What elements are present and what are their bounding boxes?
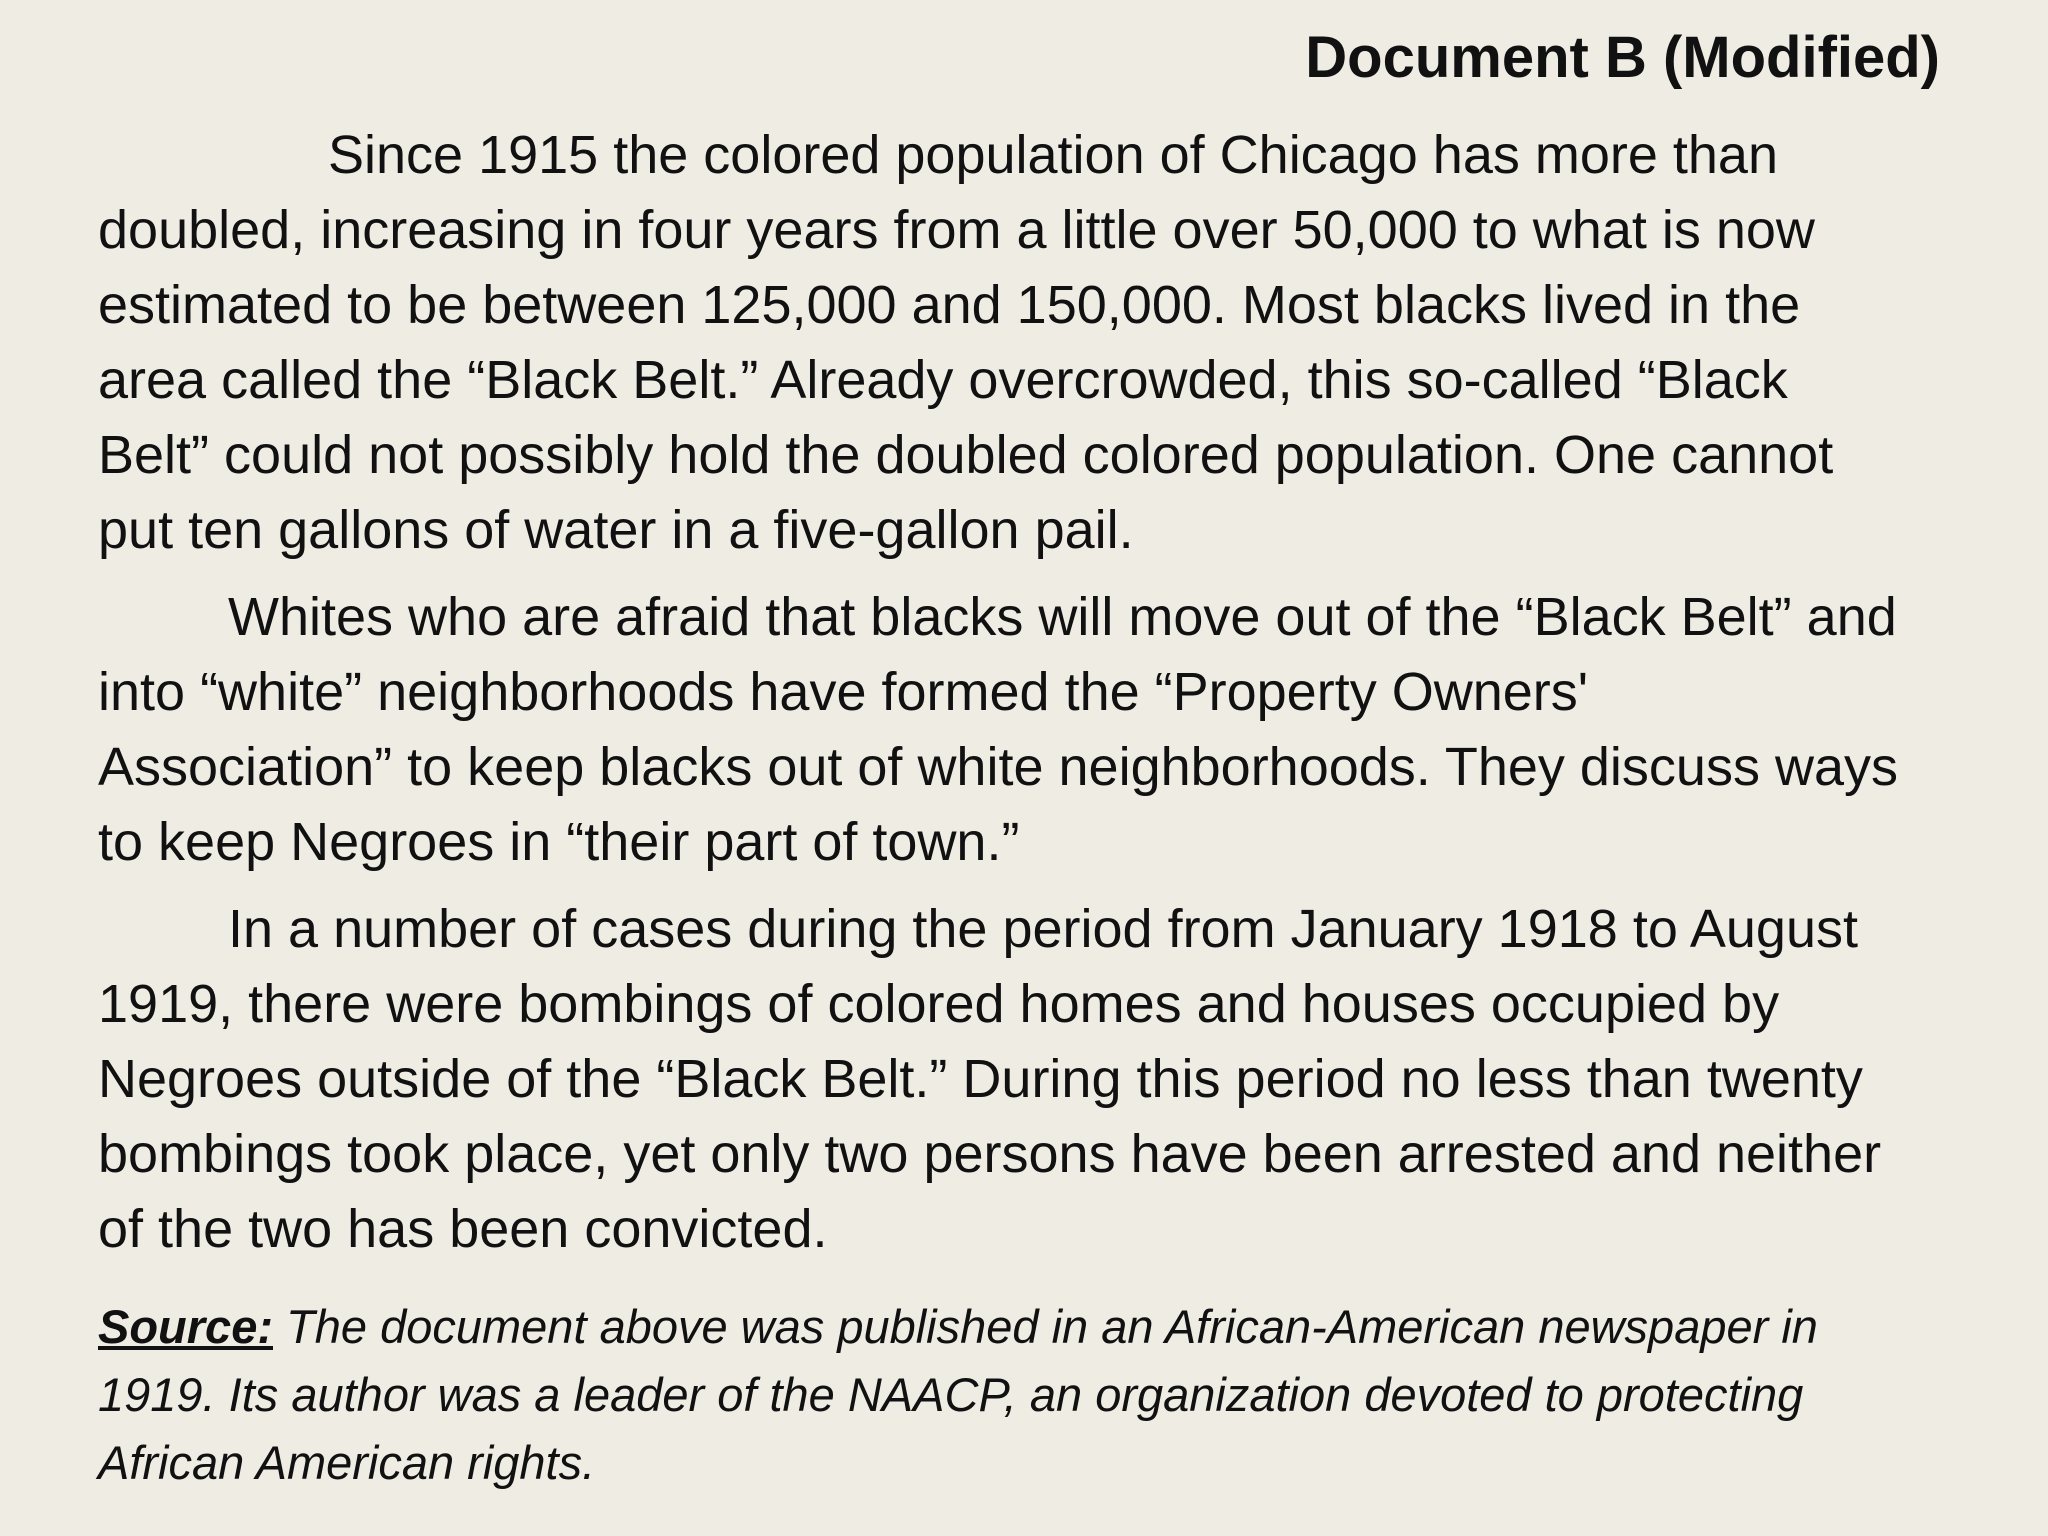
paragraph-3-line-3: Negroes outside of the “Black Belt.” During this period no less than twenty [98,1049,1863,1109]
document-title: Document B (Modified) [1305,25,1940,90]
paragraph-2-line-3: Association” to keep blacks out of white neighborhoods. They discuss ways [98,737,1898,797]
paragraph-2-line-2: into “white” neighborhoods have formed the “Property Owners' [98,662,1589,722]
paragraph-3-line-1: In a number of cases during the period from January 1918 to August [228,899,1858,959]
paragraph-1 [98,118,2028,568]
source-line-1 [98,1293,2028,1361]
paragraph-3 [98,892,2028,1267]
paragraph-1-line-4: area called the “Black Belt.” Already overcrowded, this so-called “Black [98,350,1788,410]
source-line-3: African American rights. [98,1436,596,1489]
source-label: Source: [98,1300,273,1353]
paragraph-1-line-6: put ten gallons of water in a five-gallon pail. [98,500,1134,560]
paragraph-1-line-1: Since 1915 the colored population of Chicago has more than [328,125,1778,185]
paragraph-1-line-5: Belt” could not possibly hold the doubled colored population. One cannot [98,425,1834,485]
paragraph-3-line-2: 1919, there were bombings of colored homes and houses occupied by [98,974,1780,1034]
source-line-1-text: The document above was published in an African-American newspaper in [273,1300,1818,1353]
source-note [98,1293,2028,1497]
paragraph-1-line-3: estimated to be between 125,000 and 150,000. Most blacks lived in the [98,275,1801,335]
paragraph-3-line-4: bombings took place, yet only two persons have been arrested and neither [98,1124,1882,1184]
document-body [98,118,2028,1497]
paragraph-3-line-5: of the two has been convicted. [98,1199,828,1259]
paragraph-1-line-2: doubled, increasing in four years from a little over 50,000 to what is now [98,200,1815,260]
paragraph-2-line-4: to keep Negroes in “their part of town.” [98,812,1020,872]
source-line-2: 1919. Its author was a leader of the NAACP, an organization devoted to protecting [98,1368,1804,1421]
paragraph-2-line-1: Whites who are afraid that blacks will move out of the “Black Belt” and [228,587,1897,647]
paragraph-2 [98,580,2028,880]
